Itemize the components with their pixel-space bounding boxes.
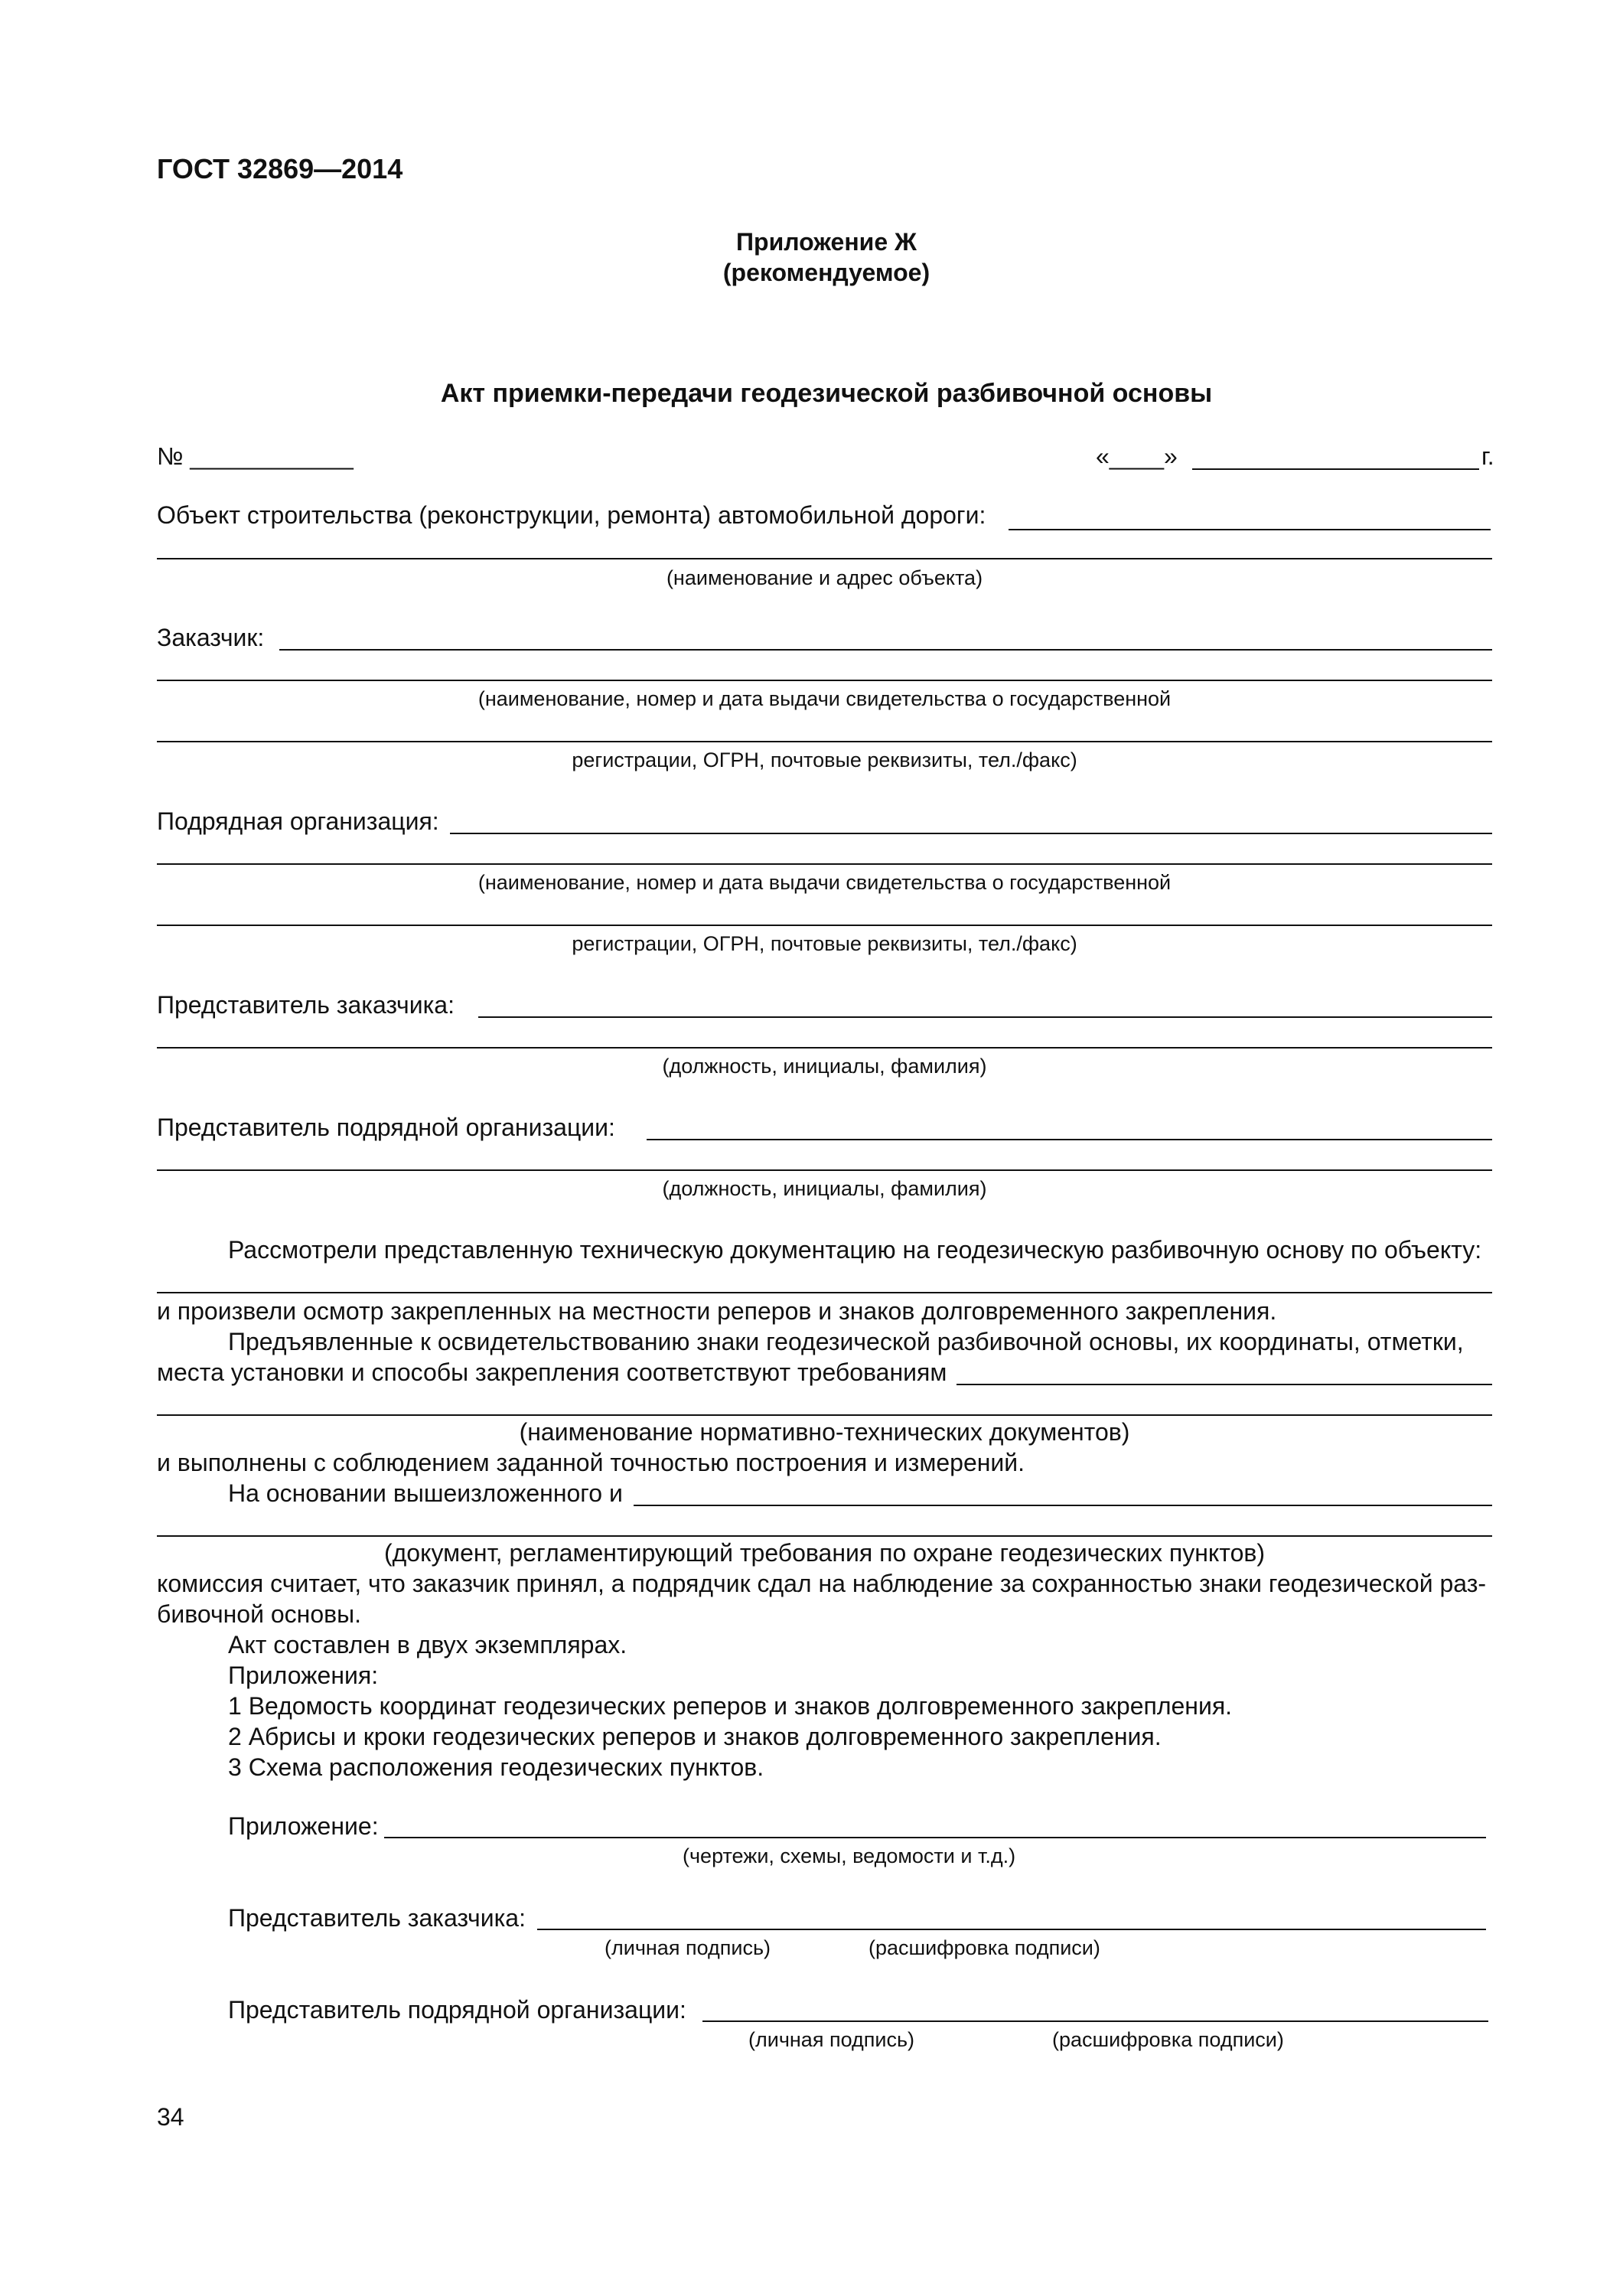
customer-decode-hint: (расшифровка подписи) [869,1936,1100,1959]
customer-input-line-3[interactable] [157,741,1492,742]
protection-doc-input-line[interactable] [634,1505,1492,1506]
act-number: № ____________ [157,442,354,470]
customer-signature-line[interactable] [537,1929,1486,1930]
appendix-title: Приложение Ж [736,228,917,256]
object-docs-line[interactable] [157,1292,1492,1293]
customer-rep-input-line-2[interactable] [157,1047,1492,1049]
attachment-input-line[interactable] [384,1837,1486,1838]
object-input-line[interactable] [1009,529,1491,530]
body-paragraph-3-line-1: Предъявленные к освидетельствованию знаки геодезической разбивочной основы, их координаты, отметки, [228,1328,1464,1355]
act-title: Акт приемки-передачи геодезической разбивочной основы [440,379,1213,408]
contractor-input-line-2[interactable] [157,863,1492,865]
body-paragraph-2: и произвели осмотр закрепленных на местности реперов и знаков долговременного закрепления. [157,1297,1277,1325]
appendix-type: (рекомендуемое) [722,259,930,286]
customer-input-line-2[interactable] [157,680,1492,681]
customer-input-line[interactable] [279,649,1492,651]
contractor-hint-2: регистрации, ОГРН, почтовые реквизиты, тел./факс) [572,932,1077,955]
date-suffix: г. [1481,442,1494,470]
contractor-input-line[interactable] [450,833,1492,834]
page-number: 34 [157,2103,184,2131]
contractor-label: Подрядная организация: [157,807,439,835]
contractor-signature-hint: (личная подпись) [748,2028,915,2051]
contractor-rep-input-line-2[interactable] [157,1169,1492,1171]
requirements-input-line[interactable] [957,1384,1492,1385]
body-paragraph-4: и выполнены с соблюдением заданной точностью построения и измерений. [157,1449,1025,1476]
body-paragraph-6-line-1: комиссия считает, что заказчик принял, а подрядчик сдал на наблюдение за сохранностью знаки геодезической раз- [157,1570,1487,1597]
contractor-hint-1: (наименование, номер и дата выдачи свидетельства о государственной [477,871,1172,894]
object-input-line-2[interactable] [157,558,1492,559]
requirements-input-line-2[interactable] [157,1414,1492,1416]
attachment-item-3: 3 Схема расположения геодезических пунктов. [228,1753,764,1781]
protection-doc-hint: (документ, регламентирующий требования по охране геодезических пунктов) [383,1539,1266,1567]
contractor-input-line-3[interactable] [157,925,1492,926]
attachments-label: Приложения: [228,1662,379,1689]
customer-hint-2: регистрации, ОГРН, почтовые реквизиты, тел./факс) [572,748,1077,771]
attachment-field-label: Приложение: [228,1812,379,1840]
customer-rep-hint: (должность, инициалы, фамилия) [662,1055,987,1078]
attachment-item-1: 1 Ведомость координат геодезических реперов и знаков долговременного закрепления. [228,1692,1233,1720]
customer-signature-label: Представитель заказчика: [228,1904,526,1932]
protection-doc-input-line-2[interactable] [157,1535,1492,1537]
contractor-rep-hint: (должность, инициалы, фамилия) [662,1177,987,1200]
customer-label: Заказчик: [157,624,265,651]
requirements-hint: (наименование нормативно-технических документов) [519,1418,1130,1446]
date-day: «____» [1096,442,1178,470]
object-label: Объект строительства (реконструкции, ремонта) автомобильной дороги: [157,501,986,529]
body-paragraph-6-line-2: бивочной основы. [157,1600,361,1628]
contractor-signature-line[interactable] [702,2020,1488,2022]
body-paragraph-5: На основании вышеизложенного и [228,1479,623,1507]
date-line [1192,468,1479,470]
body-paragraph-1: Рассмотрели представленную техническую документацию на геодезическую разбивочную основу по объекту: [228,1236,1482,1264]
customer-rep-input-line[interactable] [478,1016,1492,1018]
contractor-rep-label: Представитель подрядной организации: [157,1114,615,1141]
contractor-rep-input-line[interactable] [647,1139,1492,1140]
standard-number: ГОСТ 32869—2014 [157,153,403,184]
attachment-item-2: 2 Абрисы и кроки геодезических реперов и знаков долговременного закрепления. [228,1723,1162,1750]
contractor-decode-hint: (расшифровка подписи) [1052,2028,1284,2051]
body-paragraph-3-line-2: места установки и способы закрепления соответствуют требованиям [157,1358,947,1386]
contractor-signature-label: Представитель подрядной организации: [228,1996,686,2024]
object-hint: (наименование и адрес объекта) [666,566,983,589]
customer-rep-label: Представитель заказчика: [157,991,455,1019]
attachment-hint: (чертежи, схемы, ведомости и т.д.) [683,1844,1016,1867]
body-paragraph-7: Акт составлен в двух экземплярах. [228,1631,627,1658]
customer-hint-1: (наименование, номер и дата выдачи свидетельства о государственной [477,687,1172,710]
customer-signature-hint: (личная подпись) [605,1936,771,1959]
